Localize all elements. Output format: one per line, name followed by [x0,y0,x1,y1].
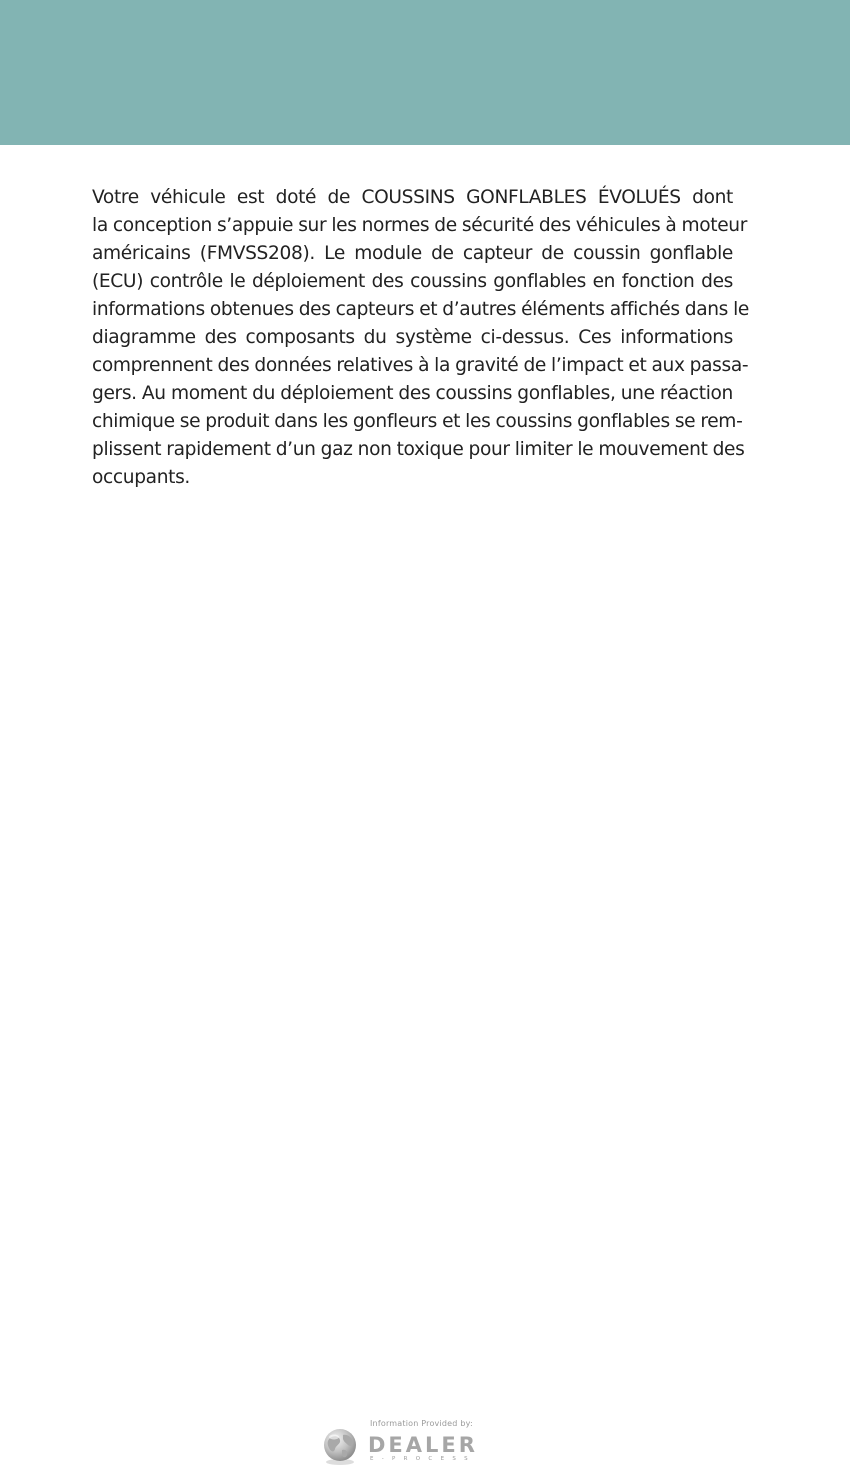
body-paragraph [92,184,749,492]
body-line: Votre véhicule est doté de COUSSINS GONFLABLES ÉVOLUÉS dont [92,187,733,208]
body-line: diagramme des composants du système ci-dessus. Ces informations [92,327,733,348]
brand-subtitle: E-PROCESS [370,1456,476,1462]
globe-icon [320,1426,360,1466]
body-line: informations obtenues des capteurs et d’autres éléments affichés dans le [92,299,749,320]
body-line: la conception s’appuie sur les normes de sécurité des véhicules à moteur [92,215,748,236]
footer-caption: Information Provided by: [370,1419,473,1428]
body-line: gers. Au moment du déploiement des coussins gonflables, une réaction [92,383,733,404]
body-line: chimique se produit dans les gonfleurs et les coussins gonflables se rem- [92,411,743,432]
header-band [0,0,850,145]
body-line: occupants. [92,467,190,488]
body-line: américains (FMVSS208). Le module de capteur de coussin gonflable [92,243,733,264]
body-line: (ECU) contrôle le déploiement des coussins gonflables en fonction des [92,271,733,292]
body-line: comprennent des données relatives à la gravité de l’impact et aux passa- [92,355,749,376]
brand-word: DEALER [368,1433,478,1457]
body-line: plissent rapidement d’un gaz non toxique pour limiter le mouvement des [92,439,745,460]
